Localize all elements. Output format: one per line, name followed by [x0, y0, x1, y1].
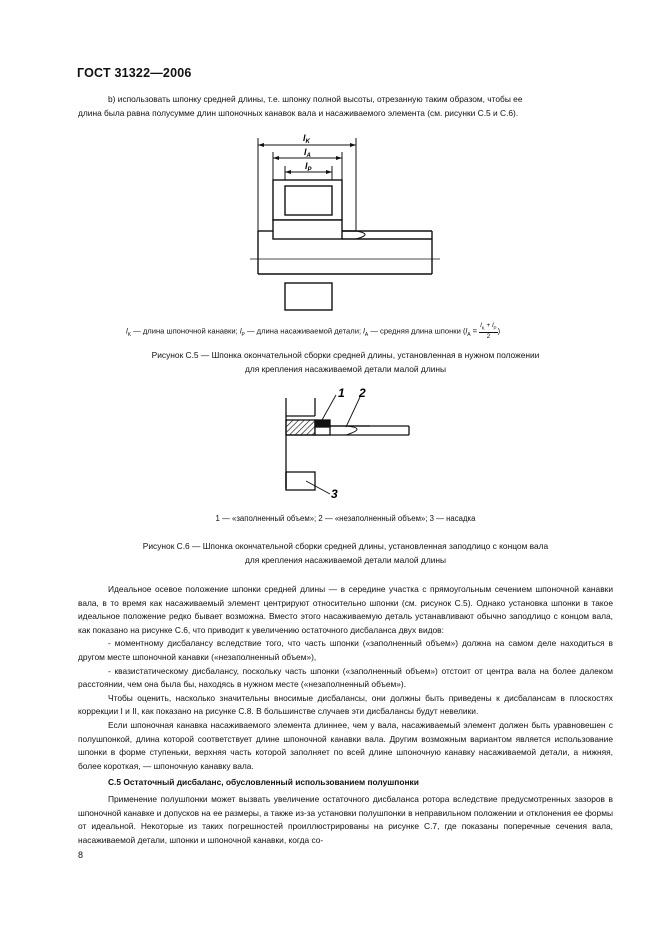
figure-c5-drawing: [236, 128, 446, 318]
figure-c5-legend: $l_K$ — длина шпоночной канавки; $l_P$ — длина насаживаемой детали; $l_A$ — средняя длина шпонки ($l_A$ = $\frac{l_K + l_P}{2}$ ): [126, 322, 501, 341]
section-title: С.5 Остаточный дисбаланс, обусловленный использованием полушпонки: [108, 777, 419, 787]
body-text-2: [78, 793, 613, 847]
figure-c5-caption: [78, 349, 613, 377]
intro-line-2: длина была равна полусумме длин шпоночных канавок вала и насаживаемого элемента (см. рисунки С.5 и С.6).: [78, 107, 519, 118]
dim-label-la: $l_A$: [304, 147, 311, 159]
paragraph-2: - моментному дисбалансу вследствие того, что часть шпонки («заполненный объем») должна на самом деле находиться в другом месте шпоночной канавки («незаполненный объем»),: [78, 638, 613, 662]
label-1: 1: [338, 386, 345, 400]
figure-c5-caption-line1: Рисунок С.5 — Шпонка окончательной сборки средней длины, установленная в нужном положении: [151, 350, 540, 360]
figure-c6-caption-line2: для крепления насаживаемой детали малой длины: [244, 554, 447, 565]
label-3: 3: [331, 487, 338, 500]
body-text: [78, 583, 613, 773]
figure-c5-caption-line2: для крепления насаживаемой детали малой длины: [244, 363, 447, 374]
figure-c6-legend: 1 — «заполненный объем»; 2 — «незаполненный объем»; 3 — насадка: [215, 514, 476, 523]
paragraph-1: Идеальное осевое положение шпонки средней длины — в середине участка с прямоугольным сечением шпоночной канавки вала, в то время как насаживаемый элемент центрируют относительно шпонки (см. рисунок С.5). Однако установка шпонки в такое идеальное положение редко бывает возможна. Вместо этого насаживаемую деталь устанавливают обычно заподлицо с концом вала, как показано на рисунке С.6, что приводит к увеличению остаточного дисбаланса двух видов:: [78, 584, 613, 635]
figure-c6-drawing: [276, 380, 416, 500]
figure-c6-caption-line1: Рисунок С.6 — Шпонка окончательной сборки средней длины, установленная заподлицо с концом вала: [142, 541, 549, 551]
page-header: ГОСТ 31322—2006: [77, 66, 192, 80]
label-2: 2: [359, 386, 366, 400]
intro-paragraph: [78, 93, 613, 120]
paragraph-4: Чтобы оценить, насколько значительны вносимые дисбалансы, они должны быть приведены к дисбалансам в плоскостях коррекции I и II, как показано на рисунке С.8. В большинстве случаев эти дисбалансы будут невелики.: [78, 692, 613, 717]
dim-label-lk: $l_K$: [303, 133, 310, 145]
dim-label-lp: $l_P$: [305, 161, 312, 173]
page-number: 8: [78, 850, 84, 860]
paragraph-5: Если шпоночная канавка насаживаемого элемента длиннее, чем у вала, насаживаемый элемент должен быть уравновешен с полушпонкой, длина которой соответствует длине шпоночной канавки вала. Другим возможным вариантом является использование шпонки в форме ступеньки, верхняя часть которой заполняет по всей длине шпоночную канавку насаживаемой детали, а нижняя, более короткая, — шпоночную канавку вала.: [78, 719, 613, 771]
intro-line-1: b) использовать шпонку средней длины, т.е. шпонку полной высоты, отрезанную таким образом, чтобы ее: [108, 94, 523, 104]
paragraph-3: - квазистатическому дисбалансу, поскольку часть шпонки («заполненный объем») отстоит от центра вала на более далеком расстоянии, чем она была бы, находясь в нужном месте («незаполненный объем»).: [78, 665, 613, 690]
paragraph-6: Применение полушпонки может вызвать увеличение остаточного дисбаланса ротора вследствие предусмотренных зазоров в шпоночной канавке и допусков на ее размеры, а также из-за установки полушпонки в неправильном положении и отклонения ее формы от идеальной. Некоторые из таких погрешностей проиллюстрированы на рисунке С.7, где показаны поперечные сечения вала, насаживаемой детали, шпонки и шпоночной канавки, когда со-: [78, 794, 613, 845]
figure-c6-caption: [78, 540, 613, 568]
